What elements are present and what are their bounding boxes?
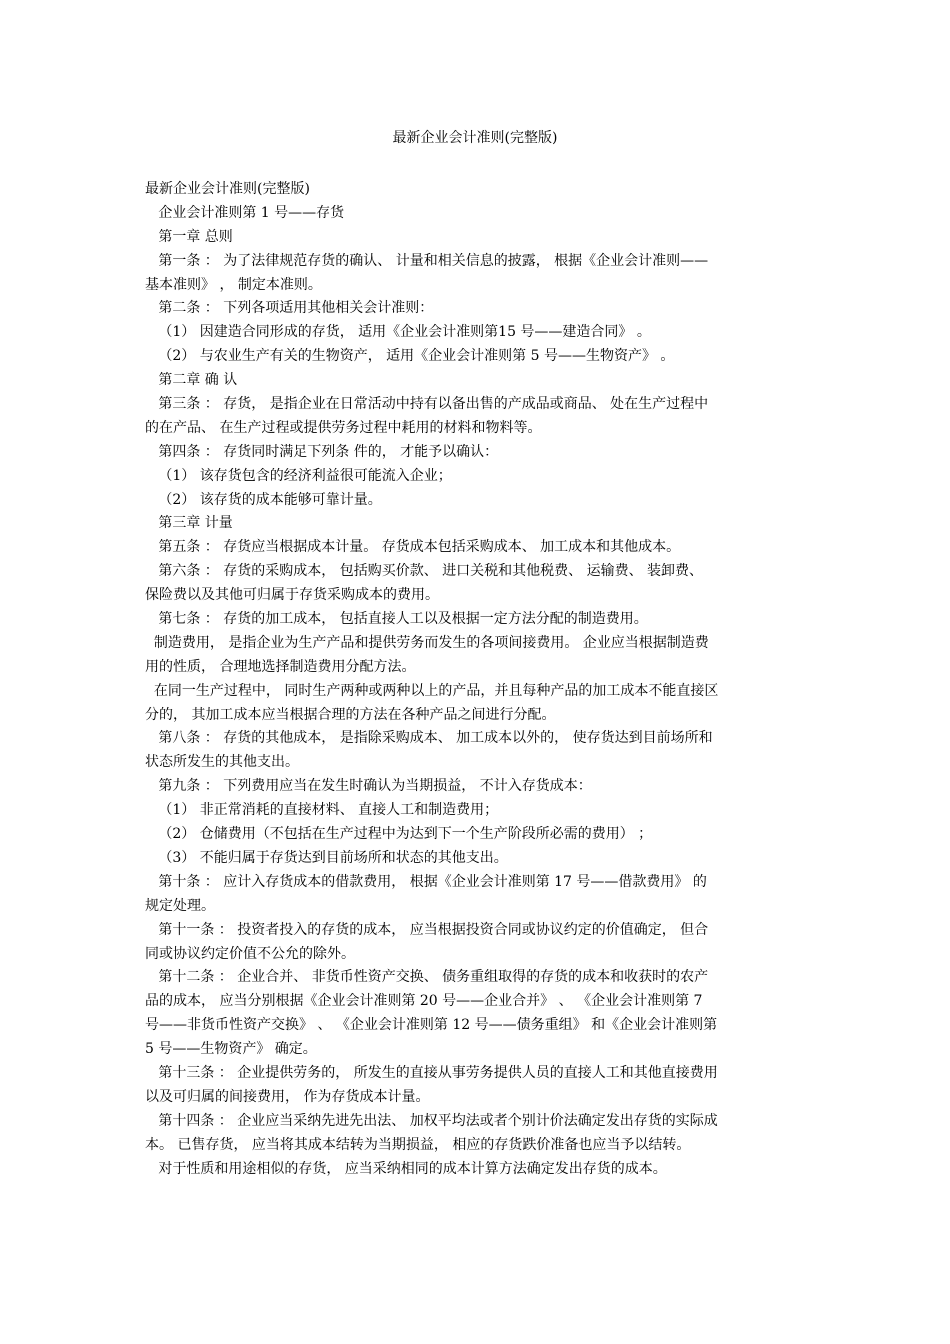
text-line: （1） 因建造合同形成的存货， 适用《企业会计准则第15 号——建造合同》 。 <box>145 324 651 341</box>
text-line: 第一章 总则 <box>145 228 233 245</box>
text-line: 第十三条 ： 企业提供劳务的， 所发生的直接从事劳务提供人员的直接人工和其他直接费用 <box>145 1064 718 1081</box>
text-line: 最新企业会计准则(完整版) <box>145 181 310 197</box>
text-line: 分的， 其加工成本应当根据合理的方法在各种产品之间进行分配。 <box>145 706 556 723</box>
text-line: 的在产品、 在生产过程或提供劳务过程中耗用的材料和物料等。 <box>145 419 542 436</box>
text-line: 第十四条 ： 企业应当采纳先进先出法、 加权平均法或者个别计价法确定发出存货的实际成 <box>145 1112 718 1129</box>
text-line: 第十二条 ： 企业合并、 非货币性资产交换、 债务重组取得的存货的成本和收获时的农产 <box>145 969 709 986</box>
text-line: 同或协议约定价值不公允的除外。 <box>145 945 355 962</box>
text-line: 第七条 ： 存货的加工成本， 包括直接人工以及根据一定方法分配的制造费用。 <box>145 611 648 628</box>
text-line: 第十条 ： 应计入存货成本的借款费用， 根据《企业会计准则第 17 号——借款费用》 的 <box>145 873 707 890</box>
text-line: （2） 该存货的成本能够可靠计量。 <box>145 491 382 508</box>
text-line: 第十一条 ： 投资者投入的存货的成本， 应当根据投资合同或协议约定的价值确定， 但合 <box>145 921 709 938</box>
document-title: 最新企业会计准则(完整版) <box>392 130 558 146</box>
text-line: 5 号——生物资产》 确定。 <box>145 1041 317 1058</box>
text-line: 保险费以及其他可归属于存货采购成本的费用。 <box>145 587 439 604</box>
document-body <box>145 178 810 1181</box>
text-line: 状态所发生的其他支出。 <box>145 754 299 771</box>
text-line: （1） 非正常消耗的直接材料、 直接人工和制造费用； <box>145 802 499 819</box>
text-line: （3） 不能归属于存货达到目前场所和状态的其他支出。 <box>145 849 508 866</box>
text-line: （2） 仓储费用（不包括在生产过程中为达到下一个生产阶段所必需的费用） ； <box>145 826 653 843</box>
text-line: 第一条 ： 为了法律规范存货的确认、 计量和相关信息的披露， 根据《企业会计准则—— <box>145 252 709 269</box>
text-line: 号——非货币性资产交换》 、 《企业会计准则第 12 号——债务重组》 和《企业会计准则第 <box>145 1017 718 1034</box>
text-line: 第二章 确 认 <box>145 372 238 389</box>
text-line: 第三章 计量 <box>145 515 233 532</box>
text-line: 第五条 ： 存货应当根据成本计量。 存货成本包括采购成本、 加工成本和其他成本。 <box>145 539 681 556</box>
text-line: 第二条 ： 下列各项适用其他相关会计准则： <box>145 300 434 317</box>
text-line: （1） 该存货包含的经济利益很可能流入企业； <box>145 467 452 484</box>
text-line: 规定处理。 <box>145 897 215 914</box>
text-line: 对于性质和用途相似的存货， 应当采纳相同的成本计算方法确定发出存货的成本。 <box>145 1160 667 1177</box>
text-line: （2） 与农业生产有关的生物资产， 适用《企业会计准则第 5 号——生物资产》 。 <box>145 348 675 365</box>
text-line: 用的性质， 合理地选择制造费用分配方法。 <box>145 658 416 675</box>
text-line: 制造费用， 是指企业为生产产品和提供劳务而发生的各项间接费用。 企业应当根据制造费 <box>145 634 709 651</box>
text-line: 第三条 ： 存货， 是指企业在日常活动中持有以备出售的产成品或商品、 处在生产过程中 <box>145 396 709 413</box>
text-line: 在同一生产过程中， 同时生产两种或两种以上的产品，并且每种产品的加工成本不能直接区 <box>145 682 719 699</box>
text-line: 第四条 ： 存货同时满足下列条 件的， 才能予以确认： <box>145 443 499 460</box>
text-line: 品的成本， 应当分别根据《企业会计准则第 20 号——企业合并》 、 《企业会计准则第 7 <box>145 993 703 1010</box>
text-line: 第六条 ： 存货的采购成本， 包括购买价款、 进口关税和其他税费、 运输费、 装卸费、 <box>145 563 704 580</box>
text-line: 企业会计准则第 1 号——存货 <box>145 204 345 221</box>
text-line: 本。 已售存货， 应当将其成本结转为当期损益， 相应的存货跌价准备也应当予以结转。 <box>145 1136 691 1153</box>
text-line: 以及可归属的间接费用， 作为存货成本计量。 <box>145 1088 430 1105</box>
text-line: 第八条 ： 存货的其他成本， 是指除采购成本、 加工成本以外的， 使存货达到目前场所和 <box>145 730 713 747</box>
text-line: 第九条 ： 下列费用应当在发生时确认为当期损益， 不计入存货成本： <box>145 778 592 795</box>
text-line: 基本准则》 ， 制定本准则。 <box>145 276 322 293</box>
